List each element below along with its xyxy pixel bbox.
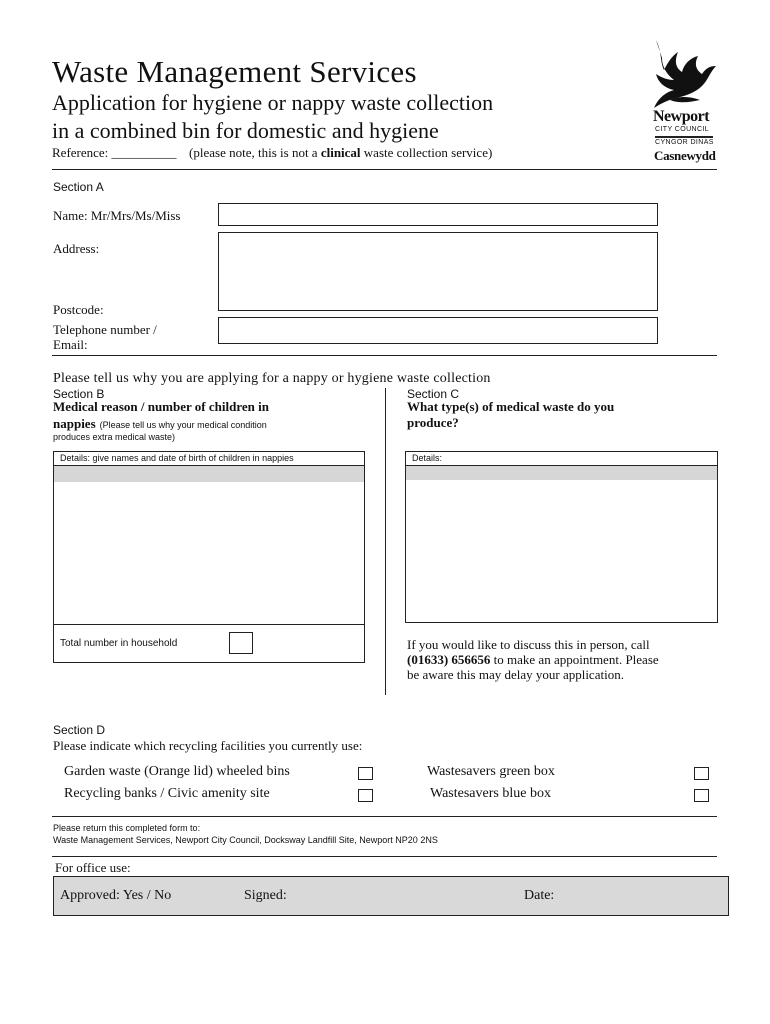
telephone-email-field[interactable] [218, 317, 658, 344]
section-b-note-line2: produces extra medical waste) [53, 432, 176, 442]
address-label: Address: [53, 241, 100, 256]
contact-phone: (01633) 656656 [407, 652, 491, 667]
section-b-details-band [54, 466, 364, 482]
office-use-box [53, 876, 729, 916]
logo-city-council: CITY COUNCIL [655, 126, 710, 133]
total-household-field[interactable] [229, 632, 253, 654]
option-recycling-banks-label: Recycling banks / Civic amenity site [64, 786, 270, 801]
return-address: Waste Management Services, Newport City Council, Docksway Landfill Site, Newport NP20 2NS [53, 835, 438, 845]
header-rule [52, 169, 717, 170]
service-note: (please note, this is not a [189, 145, 318, 160]
section-b-total-rule [54, 624, 364, 625]
office-use-title: For office use: [55, 860, 131, 875]
option-garden-waste-label: Garden waste (Orange lid) wheeled bins [64, 764, 290, 779]
page-subtitle-line2: in a combined bin for domestic and hygiene [52, 118, 439, 143]
contact-line2-rest: to make an appointment. Please [493, 652, 659, 667]
option-green-box-label: Wastesavers green box [427, 764, 555, 779]
section-b-title: Section B [53, 387, 105, 401]
name-label: Name: Mr/Mrs/Ms/Miss [53, 208, 181, 223]
reference-blank[interactable]: __________ [111, 145, 177, 160]
section-c-heading-line2: produce? [407, 415, 459, 430]
section-d-rule [52, 816, 717, 817]
page-subtitle-line1: Application for hygiene or nappy waste collection [52, 90, 494, 115]
section-b-heading-line2 [53, 415, 267, 433]
service-note-end: waste collection service) [363, 145, 493, 160]
section-b-note: (Please tell us why your medical condition [99, 420, 267, 430]
office-approved: Approved: Yes / No [60, 888, 172, 903]
office-signed: Signed: [244, 888, 287, 903]
option-recycling-banks-checkbox[interactable] [358, 789, 373, 802]
logo-name: Newport [653, 108, 710, 125]
contact-line1: If you would like to discuss this in person, call [407, 637, 650, 652]
section-b-details-field[interactable] [53, 451, 365, 663]
option-blue-box-checkbox[interactable] [694, 789, 709, 802]
address-field[interactable] [218, 232, 658, 311]
office-date: Date: [524, 888, 555, 903]
option-blue-box-label: Wastesavers blue box [430, 786, 551, 801]
section-b-heading-line1: Medical reason / number of children in [53, 399, 269, 414]
reference-line [52, 145, 492, 161]
return-rule [52, 856, 717, 857]
postcode-label: Postcode: [53, 302, 104, 317]
contact-line2 [407, 652, 659, 667]
section-a-title: Section A [53, 180, 104, 194]
section-a-rule [52, 355, 717, 356]
option-green-box-checkbox[interactable] [694, 767, 709, 780]
page-title: Waste Management Services [52, 54, 417, 89]
reference-label: Reference: [52, 145, 109, 160]
return-line1: Please return this completed form to: [53, 823, 201, 833]
section-d-prompt: Please indicate which recycling facilities you currently use: [53, 738, 363, 753]
section-c-details-field[interactable] [405, 451, 718, 623]
section-c-details-band [406, 466, 717, 480]
section-c-heading-line1: What type(s) of medical waste do you [407, 399, 615, 414]
service-note-emphasis: clinical [320, 145, 361, 160]
section-c-title: Section C [407, 387, 460, 401]
telephone-label-line1: Telephone number / [53, 322, 157, 337]
reason-prompt: Please tell us why you are applying for a nappy or hygiene waste collection [53, 371, 491, 386]
section-divider [385, 388, 386, 695]
dragon-icon [648, 38, 718, 110]
contact-note [407, 637, 659, 682]
section-c-details-label: Details: [412, 453, 443, 463]
newport-logo [648, 38, 718, 170]
logo-divider [655, 136, 713, 138]
total-household-label: Total number in household [60, 638, 178, 649]
contact-line3: be aware this may delay your application. [407, 667, 624, 682]
section-d-title: Section D [53, 723, 106, 737]
option-garden-waste-checkbox[interactable] [358, 767, 373, 780]
nappies-label: nappies [53, 416, 96, 431]
logo-cyngor-dinas: CYNGOR DINAS [655, 139, 714, 146]
telephone-label-line2: Email: [53, 337, 88, 352]
logo-casnewydd: Casnewydd [654, 148, 716, 163]
name-field[interactable] [218, 203, 658, 226]
section-b-details-label: Details: give names and date of birth of children in nappies [60, 453, 294, 463]
telephone-label [53, 322, 157, 352]
